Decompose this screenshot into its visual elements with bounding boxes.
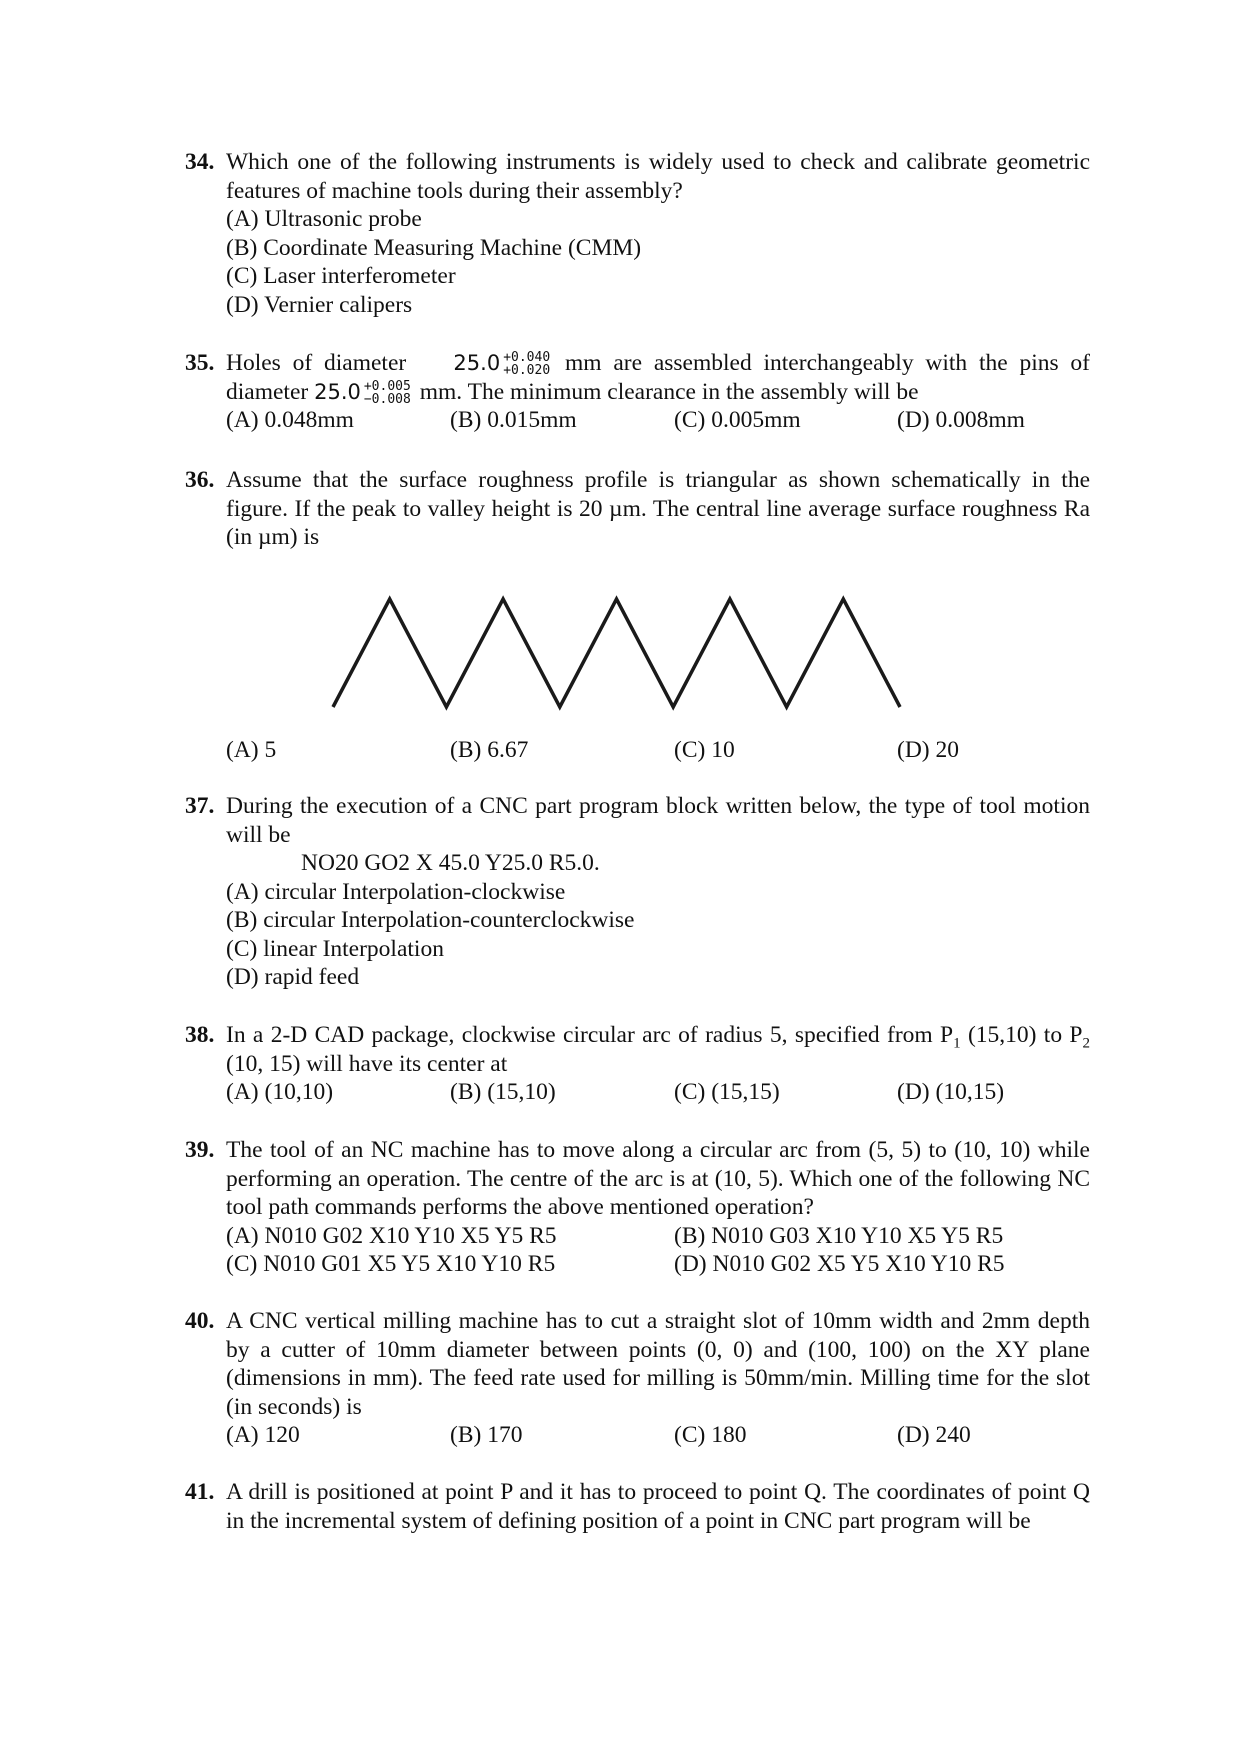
question-number: 41. xyxy=(185,1479,215,1505)
subscript: 1 xyxy=(953,1035,961,1052)
stem-part: (10, 15) will have its center at xyxy=(226,1050,508,1077)
option-a: (A) Ultrasonic probe xyxy=(226,206,422,232)
option-a: (A) 120 xyxy=(226,1422,300,1448)
question-40 xyxy=(185,1307,1090,1450)
question-36-options xyxy=(185,736,1090,765)
option-c: (C) 180 xyxy=(674,1422,747,1448)
pin-lower-deviation: −0.008 xyxy=(363,391,411,407)
question-36 xyxy=(185,466,1090,552)
question-stem: A drill is positioned at point P and it has to proceed to point Q. The coordinates of point Q in the incremental system of defining position of a point in CNC part program will be xyxy=(226,1479,1090,1534)
options-row xyxy=(226,1250,1090,1279)
question-number: 34. xyxy=(185,149,215,175)
option-d: (D) 240 xyxy=(897,1422,971,1448)
option-b: (B) Coordinate Measuring Machine (CMM) xyxy=(226,234,642,261)
pin-nominal: 25.0 xyxy=(314,379,361,404)
options-row xyxy=(226,1078,1090,1107)
option-b: (B) 6.67 xyxy=(450,737,529,763)
pin-tolerance xyxy=(364,380,411,406)
pin-upper-deviation: +0.005 xyxy=(363,378,411,394)
option-d: (D) N010 G02 X5 Y5 X10 Y10 R5 xyxy=(674,1251,1005,1277)
option-c: (C) linear Interpolation xyxy=(226,935,444,962)
question-37 xyxy=(185,792,1090,992)
question-stem: Which one of the following instruments is widely used to check and calibrate geometric features of machine tools during their assembly? xyxy=(226,149,1090,204)
option-d: (D) Vernier calipers xyxy=(226,291,413,318)
option-b: (B) N010 G03 X10 Y10 X5 Y5 R5 xyxy=(674,1222,1004,1249)
question-39 xyxy=(185,1136,1090,1279)
option-c: (C) 10 xyxy=(674,737,735,763)
question-35 xyxy=(185,349,1090,435)
roughness-profile-figure xyxy=(330,595,910,715)
stem-part: mm are assembled interchangeably with the pins of diameter xyxy=(226,350,1091,405)
option-c: (C) 0.005mm xyxy=(674,407,801,433)
option-a: (A) 0.048mm xyxy=(226,407,354,433)
question-number: 38. xyxy=(185,1022,215,1048)
question-number: 36. xyxy=(185,467,215,493)
program-block: NO20 GO2 X 45.0 Y25.0 R5.0. xyxy=(301,850,600,876)
stem-part: (15,10) to P xyxy=(960,1022,1083,1048)
option-c: (C) Laser interferometer xyxy=(226,263,456,289)
question-stem: The tool of an NC machine has to move along a circular arc from (5, 5) to (10, 10) while performing an operation. The centre of the arc is at (10, 5). Which one of the following NC tool path commands performs the above mentioned operation? xyxy=(226,1137,1090,1220)
options-row xyxy=(226,1421,1090,1450)
question-number: 35. xyxy=(185,350,215,376)
question-number: 39. xyxy=(185,1137,215,1163)
question-34 xyxy=(185,148,1090,319)
options-row xyxy=(226,406,1090,435)
question-38 xyxy=(185,1021,1090,1107)
hole-upper-deviation: +0.040 xyxy=(503,350,551,365)
option-d: (D) rapid feed xyxy=(226,964,360,990)
stem-part: In a 2-D CAD package, clockwise circular arc of radius 5, specified from P xyxy=(226,1022,954,1048)
option-d: (D) (10,15) xyxy=(897,1079,1005,1105)
hole-lower-deviation: +0.020 xyxy=(503,363,551,378)
question-stem: During the execution of a CNC part program block written below, the type of tool motion will be xyxy=(226,793,1090,848)
question-number: 40. xyxy=(185,1308,215,1334)
question-stem xyxy=(226,1021,1090,1078)
stem-part: Holes of diameter xyxy=(226,350,407,376)
option-c: (C) (15,15) xyxy=(674,1079,780,1105)
question-stem xyxy=(226,349,1090,406)
option-c: (C) N010 G01 X5 Y5 X10 Y10 R5 xyxy=(226,1251,556,1277)
subscript: 2 xyxy=(1082,1035,1090,1052)
option-a: (A) N010 G02 X10 Y10 X5 Y5 R5 xyxy=(226,1222,557,1249)
option-b: (B) 170 xyxy=(450,1422,523,1448)
question-41 xyxy=(185,1478,1090,1535)
options-row xyxy=(226,736,1090,765)
option-d: (D) 0.008mm xyxy=(897,407,1025,433)
option-b: (B) (15,10) xyxy=(450,1079,556,1105)
hole-nominal: 25.0 xyxy=(453,351,501,375)
option-b: (B) circular Interpolation-counterclockwise xyxy=(226,907,635,933)
hole-tolerance xyxy=(503,351,550,377)
question-stem: Assume that the surface roughness profile is triangular as shown schematically in the figure. If the peak to valley height is 20 µm. The central line average surface roughness Ra (in µm) is xyxy=(226,467,1090,550)
option-a: (A) 5 xyxy=(226,737,277,763)
option-b: (B) 0.015mm xyxy=(450,407,577,433)
question-stem: A CNC vertical milling machine has to cut a straight slot of 10mm width and 2mm depth by a cutter of 10mm diameter between points (0, 0) and (100, 100) on the XY plane (dimensions in mm). The feed rate used for milling is 50mm/min. Milling time for the slot (in seconds) is xyxy=(226,1308,1090,1420)
option-d: (D) 20 xyxy=(897,737,959,763)
stem-part: mm. The minimum clearance in the assembly will be xyxy=(419,378,919,405)
options-row xyxy=(226,1222,1090,1251)
option-a: (A) circular Interpolation-clockwise xyxy=(226,878,566,905)
option-a: (A) (10,10) xyxy=(226,1079,334,1105)
question-number: 37. xyxy=(185,793,215,819)
triangular-profile-line xyxy=(333,599,900,707)
